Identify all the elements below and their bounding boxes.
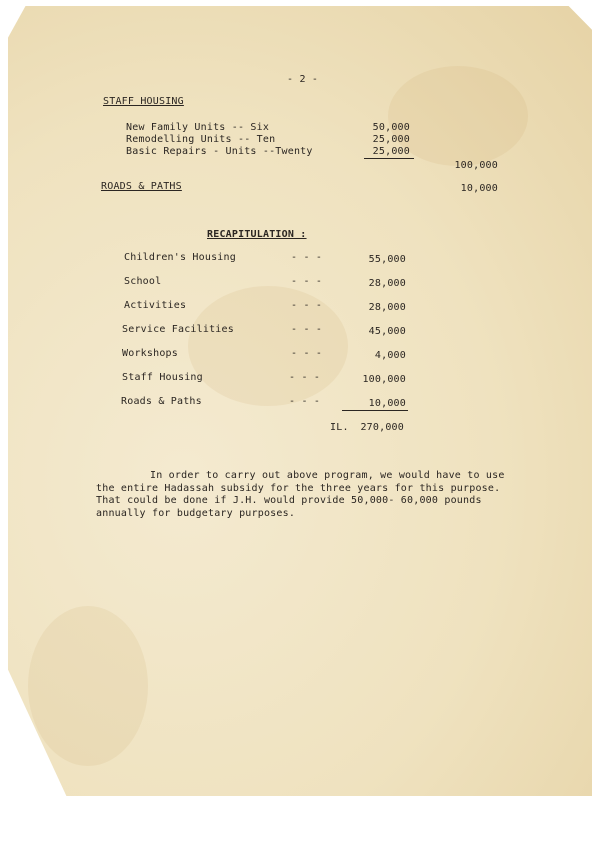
recap-dash: - - - xyxy=(289,372,321,383)
recap-item-label: Roads & Paths xyxy=(121,396,202,407)
staff-housing-item-amount: 50,000 xyxy=(372,122,410,133)
staff-housing-item-label: Basic Repairs - Units --Twenty xyxy=(126,146,313,157)
recap-item-amount: 4,000 xyxy=(374,350,406,361)
recap-item-amount: 55,000 xyxy=(368,254,406,265)
roads-paths-total: 10,000 xyxy=(460,183,498,194)
staff-housing-total: 100,000 xyxy=(454,160,498,171)
staff-housing-item-label: New Family Units -- Six xyxy=(126,122,270,133)
closing-paragraph: In order to carry out above program, we would have to use the entire Hadassah subsidy for the three years for this purpose. That could be done if J.H. would provide 50,000- 60,000 pounds annually for budgetary purposes. xyxy=(96,470,505,519)
recap-item-label: Workshops xyxy=(122,348,178,359)
grand-total: 270,000 xyxy=(360,422,404,433)
recap-item-label: Activities xyxy=(124,300,187,311)
roads-paths-heading: ROADS & PATHS xyxy=(101,181,182,192)
recap-item-amount: 100,000 xyxy=(362,374,406,385)
recap-dash: - - - xyxy=(291,276,323,287)
recap-item-label: Staff Housing xyxy=(122,372,203,383)
staff-housing-item-label: Remodelling Units -- Ten xyxy=(126,134,276,145)
recap-item-amount: 45,000 xyxy=(368,326,406,337)
total-rule xyxy=(342,410,408,411)
staff-housing-item-amount: 25,000 xyxy=(372,134,410,145)
recap-item-amount: 28,000 xyxy=(368,302,406,313)
recap-item-label: Service Facilities xyxy=(122,324,234,335)
recap-dash: - - - xyxy=(291,324,323,335)
currency-label: IL. xyxy=(330,422,349,433)
recap-item-label: School xyxy=(124,276,162,287)
recap-dash: - - - xyxy=(291,300,323,311)
staff-housing-heading: STAFF HOUSING xyxy=(103,96,184,107)
subtotal-rule xyxy=(364,158,414,159)
staff-housing-item-amount: 25,000 xyxy=(372,146,410,157)
recap-item-amount: 10,000 xyxy=(368,398,406,409)
recapitulation-heading: RECAPITULATION : xyxy=(207,229,307,240)
page-number: - 2 - xyxy=(287,74,319,85)
recap-dash: - - - xyxy=(289,396,321,407)
recap-dash: - - - xyxy=(291,348,323,359)
recap-item-label: Children's Housing xyxy=(124,252,236,263)
recap-dash: - - - xyxy=(291,252,323,263)
recap-item-amount: 28,000 xyxy=(368,278,406,289)
